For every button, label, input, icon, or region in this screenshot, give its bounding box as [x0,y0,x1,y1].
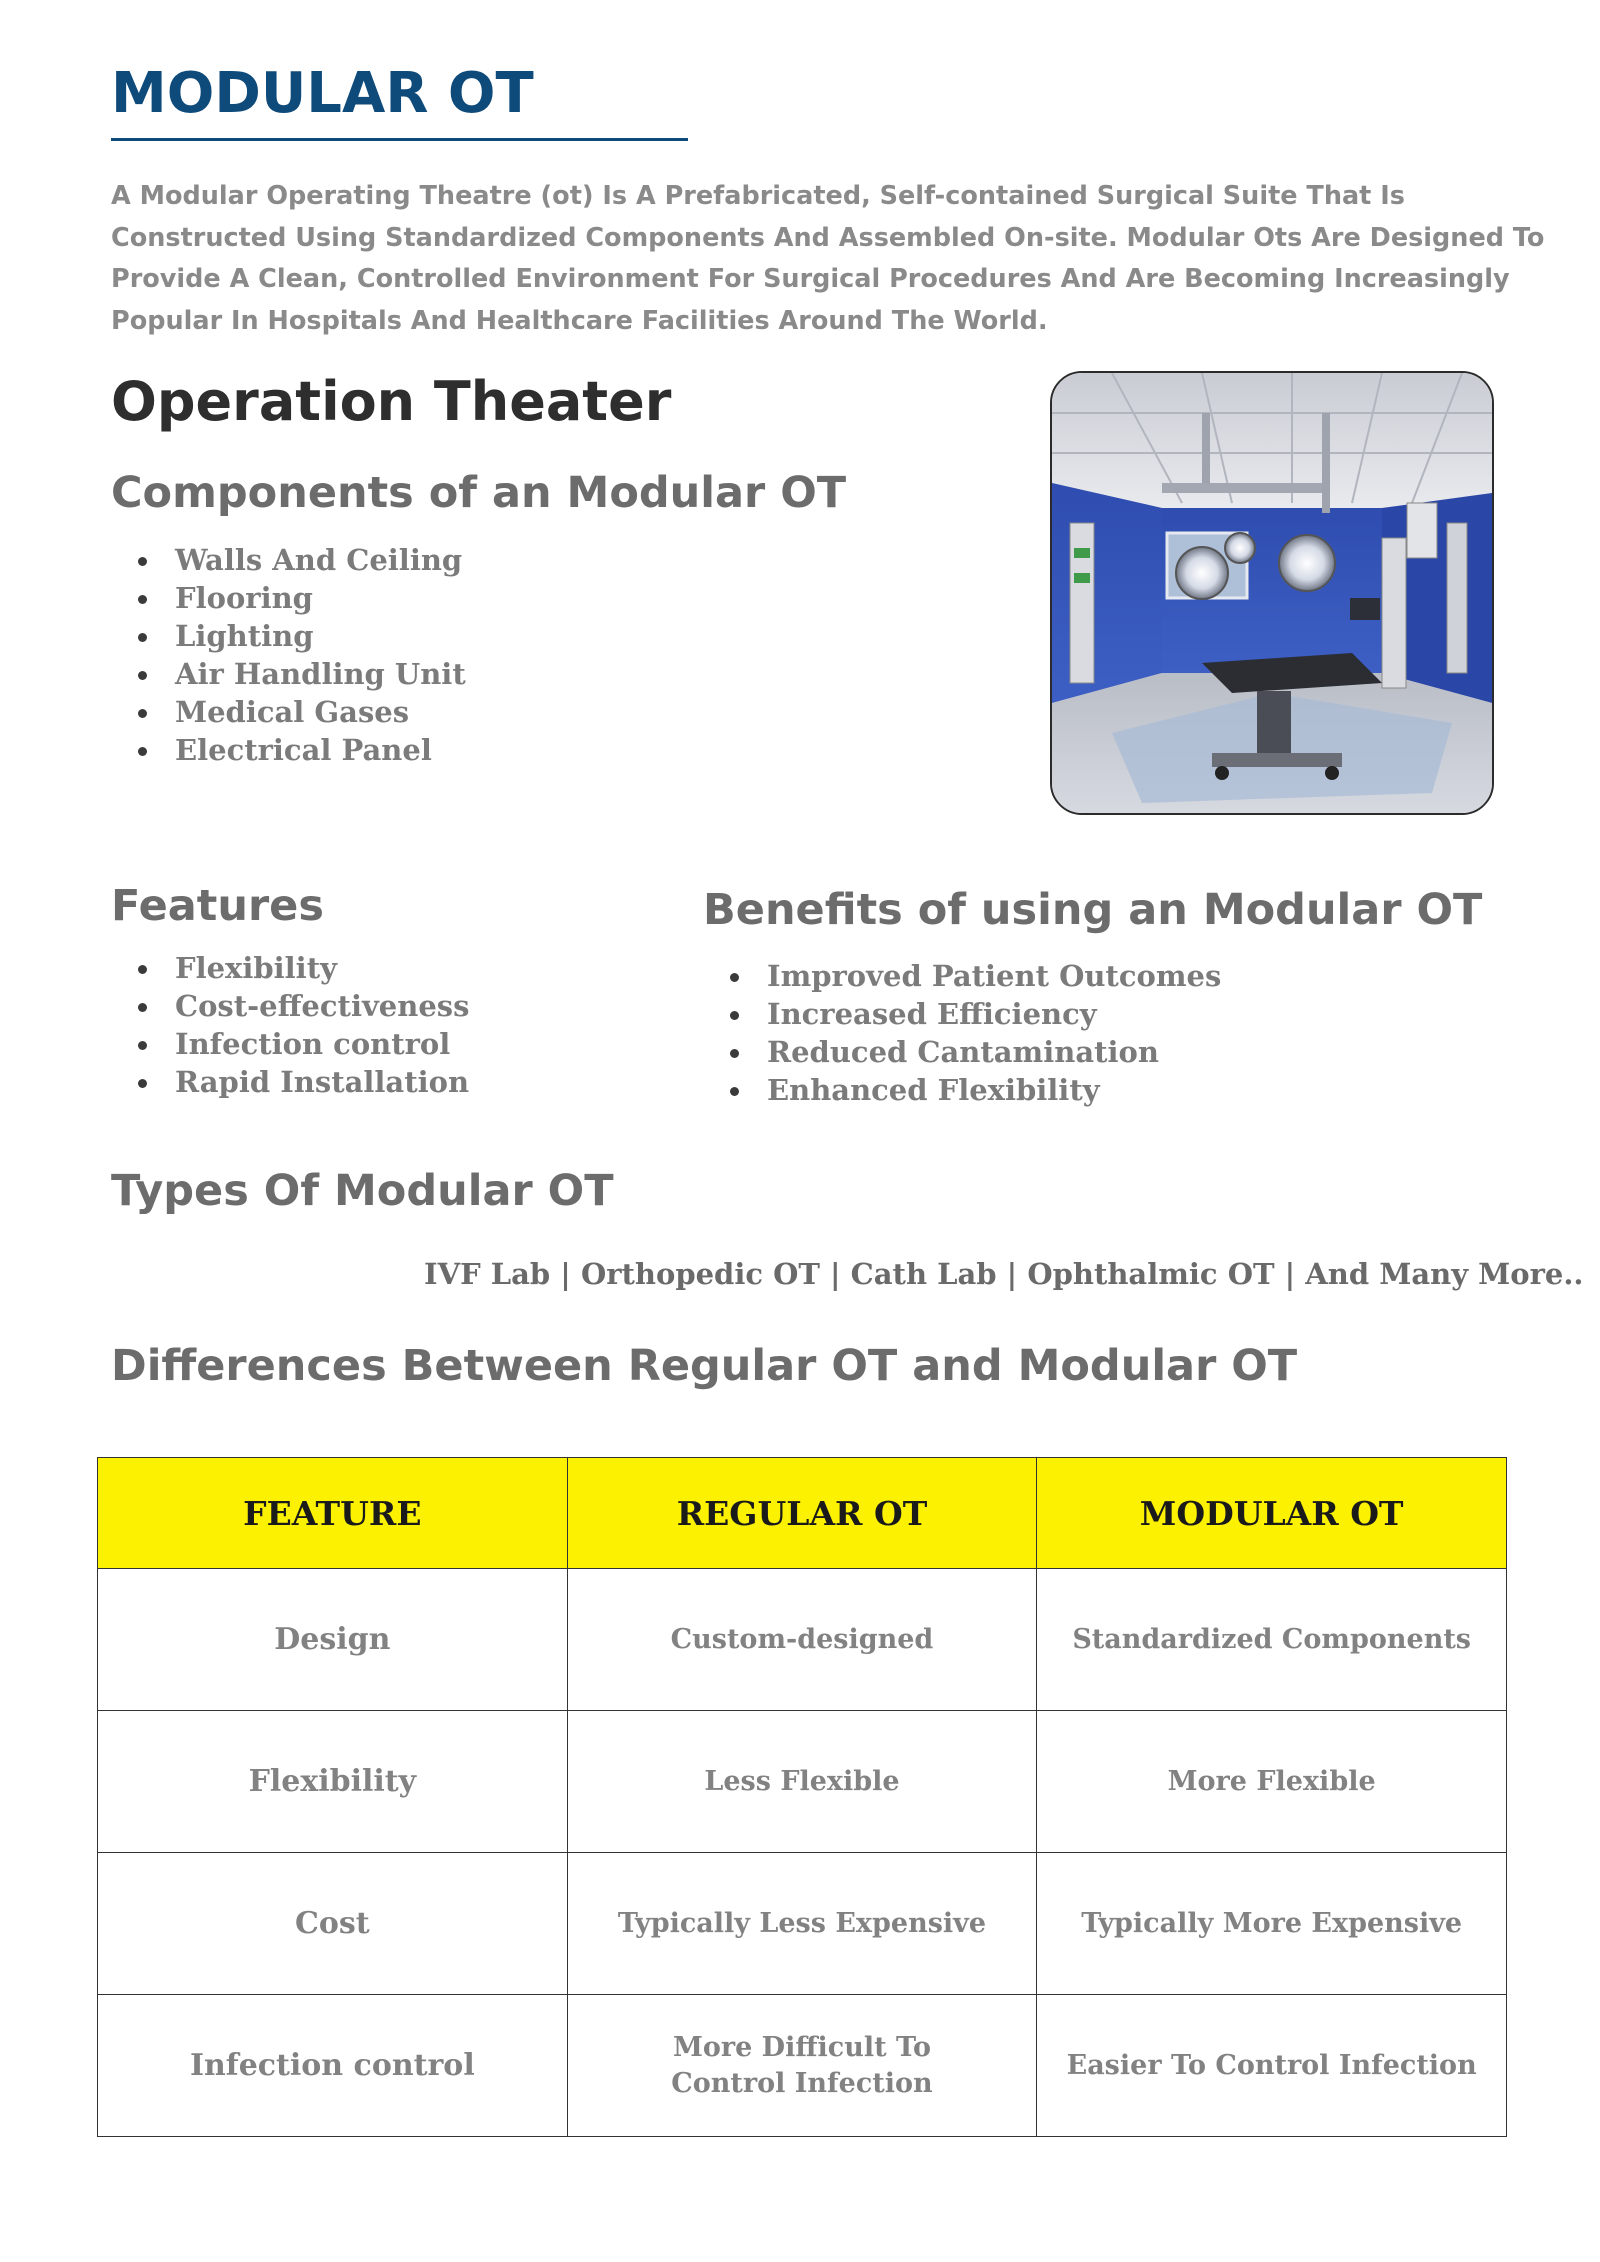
table-row [98,1853,1507,1995]
table-cell: Custom-designed [567,1569,1037,1711]
table-row [98,1711,1507,1853]
table-cell: Standardized Components [1037,1569,1507,1711]
operation-theater-heading: Operation Theater [111,370,672,433]
features-list [111,949,469,1101]
benefits-heading: Benefits of using an Modular OT [703,885,1483,935]
table-cell: Less Flexible [567,1711,1037,1853]
title-underline [111,138,688,141]
table-header-row [98,1458,1507,1569]
types-heading: Types Of Modular OT [111,1166,614,1216]
list-item: Increased Efficiency [703,995,1221,1033]
list-item: Walls And Ceiling [111,541,466,579]
benefits-list [703,957,1221,1109]
differences-heading: Differences Between Regular OT and Modular OT [111,1341,1298,1391]
comparison-table [97,1457,1507,2137]
table-cell: Infection control [98,1995,568,2137]
list-item: Electrical Panel [111,731,466,769]
components-heading: Components of an Modular OT [111,468,847,518]
column-header-feature: FEATURE [98,1458,568,1569]
page-title: MODULAR OT [111,61,534,126]
table-row [98,1569,1507,1711]
list-item: Cost-effectiveness [111,987,469,1025]
column-header-regular: REGULAR OT [567,1458,1037,1569]
table-row [98,1995,1507,2137]
operating-room-image [1050,371,1494,815]
list-item: Lighting [111,617,466,655]
components-list [111,541,466,769]
column-header-modular: MODULAR OT [1037,1458,1507,1569]
list-item: Air Handling Unit [111,655,466,693]
table-cell: Flexibility [98,1711,568,1853]
table-cell: Cost [98,1853,568,1995]
types-list-line: IVF Lab | Orthopedic OT | Cath Lab | Ophthalmic OT | And Many More.. [424,1257,1584,1291]
list-item: Improved Patient Outcomes [703,957,1221,995]
list-item: Enhanced Flexibility [703,1071,1221,1109]
table-cell: Typically Less Expensive [567,1853,1037,1995]
list-item: Flexibility [111,949,469,987]
features-heading: Features [111,881,324,931]
list-item: Flooring [111,579,466,617]
list-item: Infection control [111,1025,469,1063]
list-item: Rapid Installation [111,1063,469,1101]
table-cell: Easier To Control Infection [1037,1995,1507,2137]
table-cell: More Flexible [1037,1711,1507,1853]
list-item: Medical Gases [111,693,466,731]
table-cell: Typically More Expensive [1037,1853,1507,1995]
intro-paragraph: A Modular Operating Theatre (ot) Is A Prefabricated, Self-contained Surgical Suite That Is Constructed Using Standardized Components And Assembled On-site. Modular Ots Are Designed To Provide A Clean, Controlled Environment For Surgical Procedures And Are Becoming Increasingly Popular In Hospitals And Healthcare Facilities Around The World. [111,181,1545,336]
table-cell: Design [98,1569,568,1711]
list-item: Reduced Cantamination [703,1033,1221,1071]
table-cell: More Difficult To Control Infection [567,1995,1037,2137]
